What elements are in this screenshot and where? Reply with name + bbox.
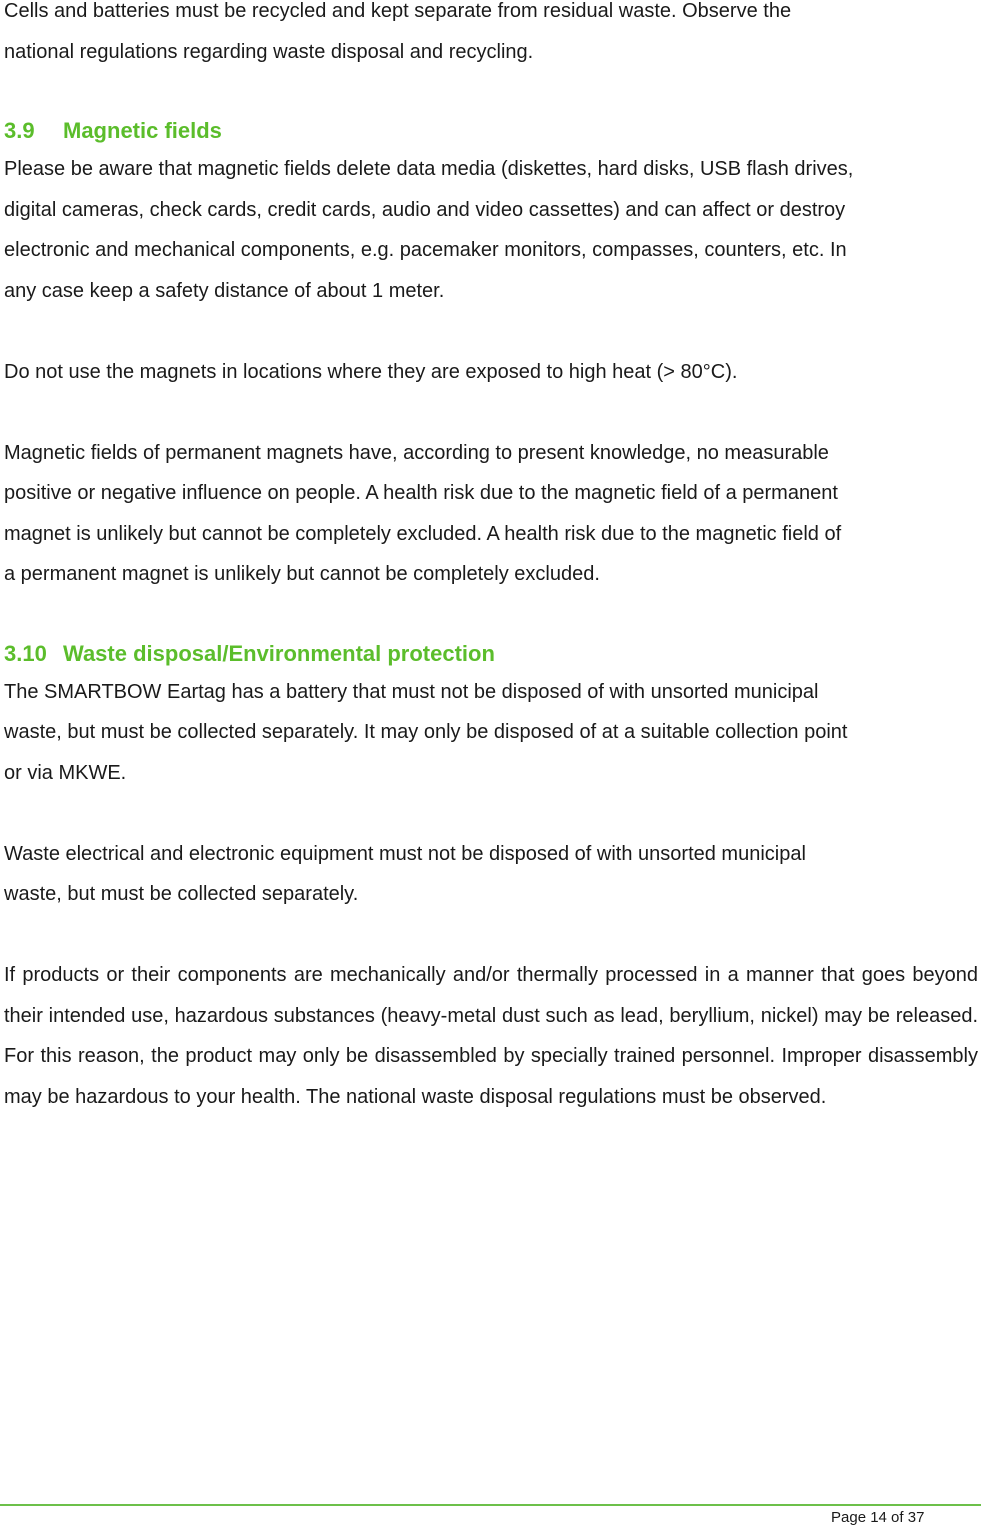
section-number: 3.10 [4,640,47,666]
intro-line: Cells and batteries must be recycled and kept separate from residual waste. Observe the [4,0,792,22]
document-page [4,0,978,1117]
paragraph-line: electronic and mechanical components, e.g. pacemaker monitors, compasses, counters, etc. In [4,239,847,261]
magnetic-fields-paragraph-1 [4,149,978,311]
magnetic-fields-paragraph-2: Do not use the magnets in locations where they are exposed to high heat (> 80°C). [4,360,738,383]
paragraph-line: waste, but must be collected separately. [4,883,359,905]
waste-disposal-paragraph-1 [4,672,978,794]
page-number: Page 14 of 37 [831,1509,925,1526]
paragraph-line: a permanent magnet is unlikely but cannot be completely excluded. [4,563,600,585]
paragraph-line: positive or negative influence on people. A health risk due to the magnetic field of a permanent [4,482,838,504]
footer-divider [0,1504,981,1506]
section-heading-3-10 [4,633,978,675]
paragraph-line: Waste electrical and electronic equipment must not be disposed of with unsorted municipal [4,842,806,865]
paragraph-line: or via MKWE. [4,761,127,784]
section-number: 3.9 [4,118,35,143]
section-heading-3-9 [4,110,978,152]
section-title: Waste disposal/Environmental protection [63,640,495,666]
paragraph-line: any case keep a safety distance of about 1 meter. [4,279,445,302]
paragraph-line: magnet is unlikely but cannot be completely excluded. A health risk due to the magnetic field of [4,522,842,545]
intro-line: national regulations regarding waste disposal and recycling. [4,40,534,63]
intro-paragraph [4,0,978,72]
paragraph-line: waste, but must be collected separately. It may only be disposed of at a suitable collection point [4,721,848,743]
paragraph-line: Please be aware that magnetic fields delete data media (diskettes, hard disks, USB flash drives, [4,158,854,180]
paragraph-line: Magnetic fields of permanent magnets have, according to present knowledge, no measurable [4,441,829,464]
waste-disposal-paragraph-2 [4,834,978,915]
waste-disposal-paragraph-3: If products or their components are mechanically and/or thermally processed in a manner that goes beyond their intended use, hazardous substances (heavy-metal dust such as lead, beryllium, nickel) may be released. For this reason, the product may only be disassembled by specially trained personnel. Improper disassembly may be hazardous to your health. The national waste disposal regulations must be observed. [4,964,978,1108]
paragraph-line: The SMARTBOW Eartag has a battery that must not be disposed of with unsorted municipal [4,680,819,703]
section-title: Magnetic fields [63,118,222,143]
paragraph-line: digital cameras, check cards, credit cards, audio and video cassettes) and can affect or destroy [4,198,846,221]
magnetic-fields-paragraph-3 [4,433,978,595]
